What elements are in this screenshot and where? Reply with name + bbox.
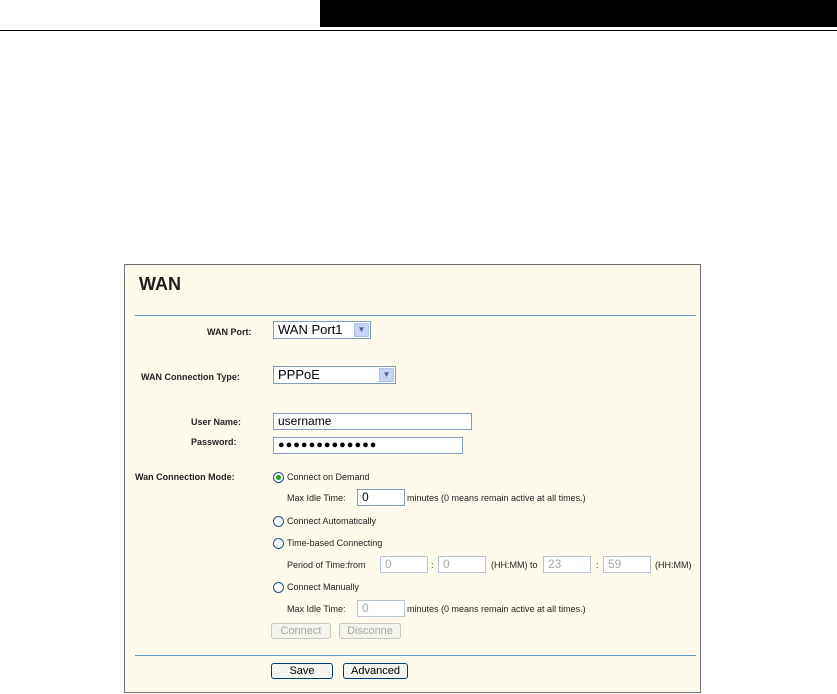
divider-top	[135, 315, 696, 316]
connection-type-select[interactable]	[273, 366, 396, 384]
radio-connect-on-demand[interactable]	[273, 472, 284, 483]
manual-max-idle-input[interactable]: 0	[357, 600, 405, 617]
password-label: Password:	[191, 437, 237, 447]
save-button[interactable]: Save	[271, 663, 333, 679]
header-bar	[320, 0, 837, 27]
advanced-button[interactable]: Advanced	[343, 663, 408, 679]
max-idle-input[interactable]: 0	[357, 489, 405, 506]
page-title: WAN	[139, 274, 181, 294]
manual-max-idle-note: minutes (0 means remain active at all times.)	[407, 604, 586, 614]
connection-type-value: PPPoE	[278, 367, 320, 382]
connection-mode-label: Wan Connection Mode:	[135, 472, 235, 482]
from-minute-input[interactable]: 0	[438, 556, 486, 573]
wan-port-select[interactable]	[273, 321, 371, 339]
disconnect-button[interactable]: Disconne	[339, 623, 401, 639]
header-rule	[0, 30, 837, 31]
connect-manually-label: Connect Manually	[287, 582, 360, 592]
radio-connect-manually[interactable]	[273, 582, 284, 593]
divider-bottom	[135, 655, 696, 656]
to-minute-input[interactable]: 59	[603, 556, 651, 573]
user-name-label: User Name:	[191, 417, 242, 427]
manual-max-idle-label: Max Idle Time:	[287, 604, 346, 614]
radio-time-based-connecting[interactable]	[273, 538, 284, 549]
radio-connect-automatically[interactable]	[273, 516, 284, 527]
wan-panel	[124, 264, 701, 693]
max-idle-note: minutes (0 means remain active at all times.)	[407, 493, 586, 503]
to-hour-input[interactable]: 23	[543, 556, 591, 573]
connection-type-label: WAN Connection Type:	[141, 372, 240, 382]
chevron-down-icon[interactable]: ▼	[354, 323, 369, 337]
password-input[interactable]: ●●●●●●●●●●●●●	[273, 437, 463, 454]
chevron-down-icon[interactable]: ▼	[379, 368, 394, 382]
wan-port-value: WAN Port1	[278, 322, 343, 337]
hhmm-to-label: (HH:MM) to	[491, 560, 538, 570]
connect-on-demand-label: Connect on Demand	[287, 472, 370, 482]
connect-automatically-label: Connect Automatically	[287, 516, 377, 526]
from-hour-input[interactable]: 0	[380, 556, 428, 573]
time-based-label: Time-based Connecting	[287, 538, 383, 548]
time-separator: :	[596, 560, 599, 570]
period-label: Period of Time:from	[287, 560, 366, 570]
max-idle-label: Max Idle Time:	[287, 493, 346, 503]
time-separator: :	[431, 560, 434, 570]
hhmm-end-label: (HH:MM)	[655, 560, 692, 570]
connect-button[interactable]: Connect	[271, 623, 331, 639]
user-name-input[interactable]: username	[273, 413, 472, 430]
wan-port-label: WAN Port:	[207, 327, 252, 337]
